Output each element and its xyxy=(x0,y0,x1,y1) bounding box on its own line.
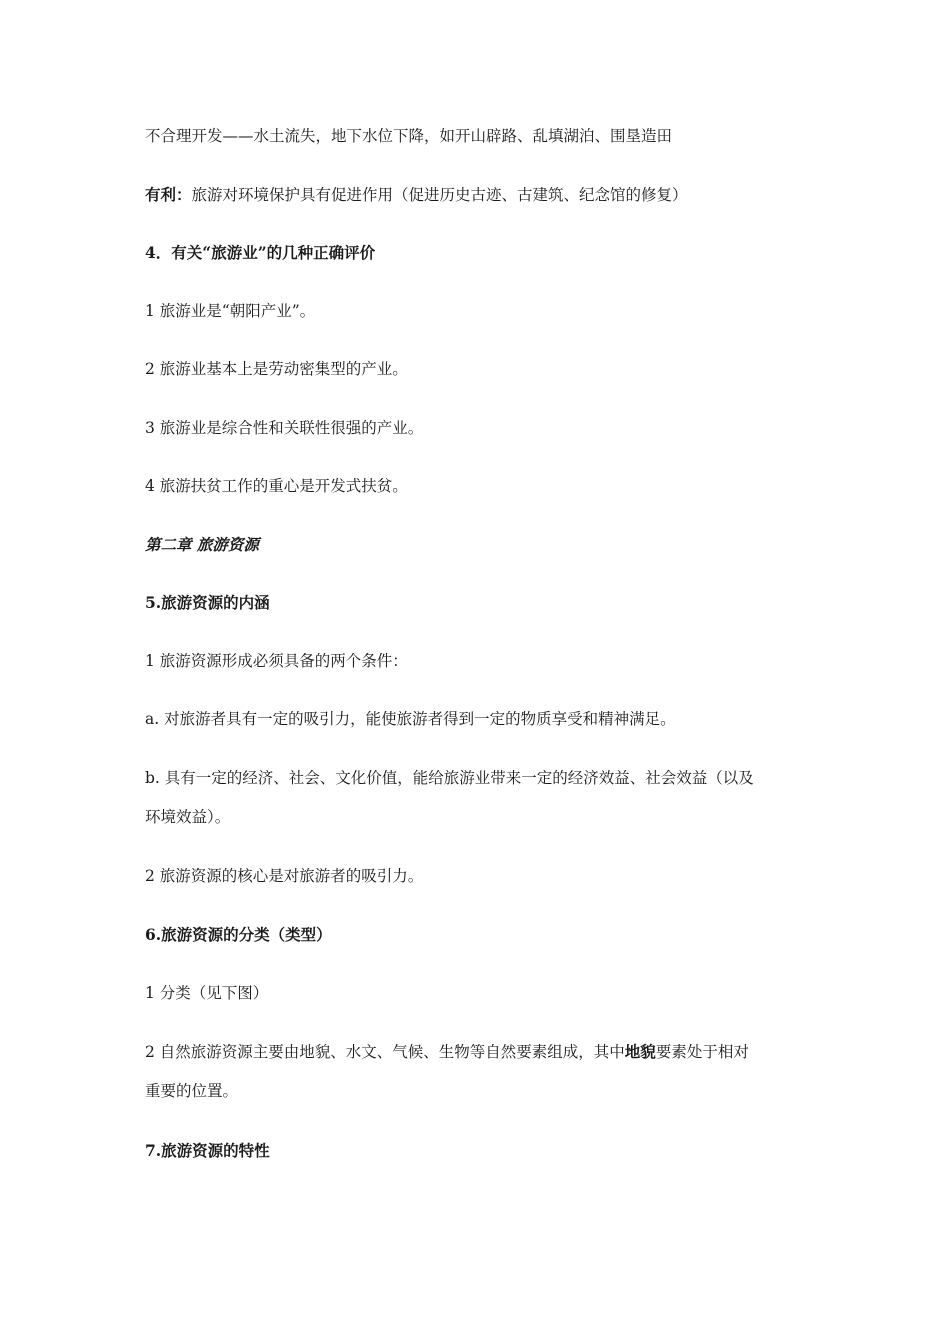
heading-6: 6.旅游资源的分类（类型） xyxy=(145,925,332,944)
paragraph-unreasonable-development: 不合理开发——水土流失，地下水位下降，如开山辟路、乱填湖泊、围垦造田 xyxy=(145,127,673,145)
list-item-2: 2 旅游业基本上是劳动密集型的产业。 xyxy=(145,360,408,378)
beneficial-label: 有利： xyxy=(145,185,192,204)
list-item-4: 4 旅游扶贫工作的重心是开发式扶贫。 xyxy=(145,477,408,495)
heading-4: 4．有关“旅游业”的几种正确评价 xyxy=(145,243,376,262)
paragraph-conditions: 1 旅游资源形成必须具备的两个条件： xyxy=(145,652,408,670)
paragraph-classification: 1 分类（见下图） xyxy=(145,984,269,1002)
heading-5: 5.旅游资源的内涵 xyxy=(145,593,270,612)
paragraph-natural-resources-line2: 重要的位置。 xyxy=(145,1082,239,1100)
condition-a: a. 对旅游者具有一定的吸引力，能使旅游者得到一定的物质享受和精神满足。 xyxy=(145,710,676,728)
beneficial-text: 旅游对环境保护具有促进作用（促进历史古迹、古建筑、纪念馆的修复） xyxy=(191,186,688,204)
natural-text-post: 要素处于相对 xyxy=(655,1043,749,1061)
condition-b-line1: b. 具有一定的经济、社会、文化价值，能给旅游业带来一定的经济效益、社会效益（以及 xyxy=(145,769,754,787)
heading-7: 7.旅游资源的特性 xyxy=(145,1141,270,1160)
condition-b-line2: 环境效益）。 xyxy=(145,808,231,826)
paragraph-core: 2 旅游资源的核心是对旅游者的吸引力。 xyxy=(145,867,424,885)
list-item-3: 3 旅游业是综合性和关联性很强的产业。 xyxy=(145,419,424,437)
list-item-1: 1 旅游业是“朝阳产业”。 xyxy=(145,302,316,320)
paragraph-beneficial xyxy=(145,185,688,205)
natural-text-bold: 地貌 xyxy=(624,1042,656,1061)
chapter-title: 第二章 旅游资源 xyxy=(145,535,259,554)
natural-text-pre: 2 自然旅游资源主要由地貌、水文、气候、生物等自然要素组成，其中 xyxy=(145,1043,625,1061)
paragraph-natural-resources-line1 xyxy=(145,1042,749,1062)
